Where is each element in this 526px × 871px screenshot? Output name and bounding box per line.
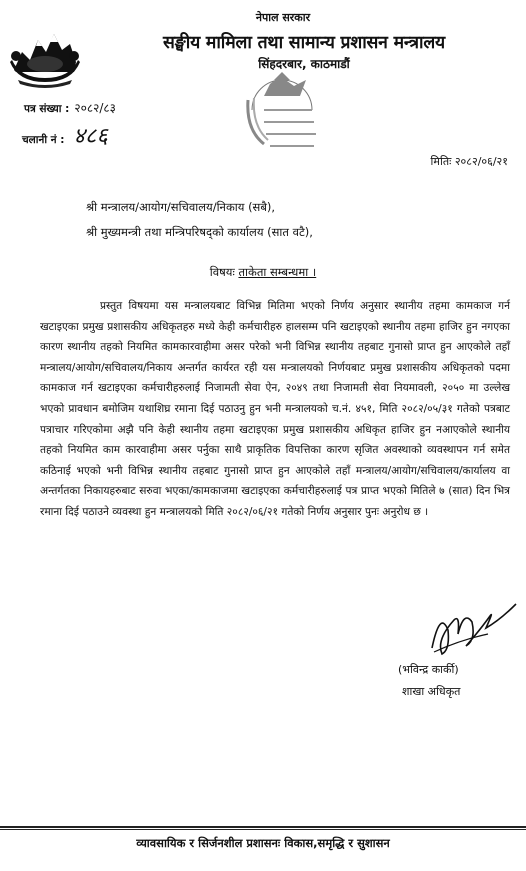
signatory-designation: शाखा अधिकृत — [402, 685, 461, 698]
dispatch-value: ४८६ — [73, 124, 108, 149]
addressee-line-2: श्री मुख्यमन्त्री तथा मन्त्रिपरिषद्को कार्यालय (सात वटै), — [86, 225, 313, 239]
subject-label: विषयः — [209, 265, 235, 279]
addressee-line-1: श्री मन्त्रालय/आयोग/सचिवालय/निकाय (सबै), — [86, 200, 276, 214]
nepal-emblem-icon — [8, 22, 82, 88]
date-value: २०८२/०६/२१ — [454, 155, 508, 168]
dispatch-number — [22, 120, 108, 150]
subject-text: ताकेता सम्बन्धमा । — [238, 265, 317, 279]
office-stamp-icon — [234, 70, 330, 160]
dispatch-label: चलानी नं : — [22, 134, 65, 146]
date-label: मितिः — [430, 155, 452, 168]
ministry-location: सिंहदरबार, काठमाडौं — [258, 57, 350, 71]
letter-date — [431, 154, 508, 169]
footer-divider-thin — [0, 829, 526, 830]
footer-slogan: व्यावसायिक र सिर्जनशील प्रशासनः विकास,समृद्धि र सुशासन — [136, 836, 390, 850]
letter-subject — [0, 265, 526, 280]
footer-divider — [0, 826, 526, 828]
government-name: नेपाल सरकार — [255, 11, 311, 24]
signature-icon — [420, 600, 520, 660]
reference-number — [24, 97, 116, 116]
ministry-name: सङ्घीय मामिला तथा सामान्य प्रशासन मन्त्रालय — [163, 33, 445, 53]
signatory-name: (भविन्द्र कार्की) — [398, 663, 459, 676]
reference-label: पत्र संख्या : — [24, 103, 70, 115]
reference-value: २०८२/८३ — [74, 101, 116, 115]
letter-body: प्रस्तुत विषयमा यस मन्त्रालयबाट विभिन्न मितिमा भएको निर्णय अनुसार स्थानीय तहमा कामकाज गर्न खटाइएका प्रमुख प्रशासकीय अधिकृतहरु मध्ये केही कर्मचारीहरु हालसम्म पनि खटाइएको स्थानीय तहमा हाजिर हुन नगएका कारण स्थानीय तहको नियमित कामकारवाहीमा असर परेको भनी विभिन्न स्थानीय तहबाट गुनासो प्राप्त हुन आएकोले तहाँ मन्त्रालय/आयोग/सचिवालय/निकाय अन्तर्गत कार्यरत रही यस मन्त्रालयको निर्णयबाट प्रमुख प्रशासकीय अधिकृतको पदमा कामकाज गर्न खटाइएका कर्मचारीहरुलाई निजामती सेवा ऐन, २०४९ तथा निजामती सेवा नियमावली, २०५० मा उल्लेख भएको प्रावधान बमोजिम यथाशिघ्र रमाना दिई पठाउनु हुन भनी मन्त्रालयको च.नं. ४५१, मिति २०८२/०५/३१ गतेको पत्रबाट पत्राचार गरिएकोमा अझै पनि केही स्थानीय तहमा खटाइएका प्रमुख प्रशासकीय अधिकृत हाजिर हुन नआएकोले स्थानीय तहको नियमित काम कारवाहीमा असर पर्नुका साथै प्राकृतिक विपत्तिका कारण सृजित अवस्थाको व्यवस्थापन गर्न समेत कठिनाई भएको भनी विभिन्न स्थानीय तहबाट गुनासो प्राप्त हुन आएकोले तहाँ मन्त्रालय/आयोग/सचिवालय/कार्यालय वा अन्तर्गतका निकायहरुबाट सरुवा भएका/कामकाजमा खटाइएका कर्मचारीहरुलाई पत्र प्राप्त भएको मितिले ७ (सात) दिन भित्र रमाना दिई पठाउने व्यवस्था हुन मन्त्रालयको मिति २०८२/०६/२१ गतेको निर्णय अनुसार पुनः अनुरोध छ । — [40, 300, 510, 518]
